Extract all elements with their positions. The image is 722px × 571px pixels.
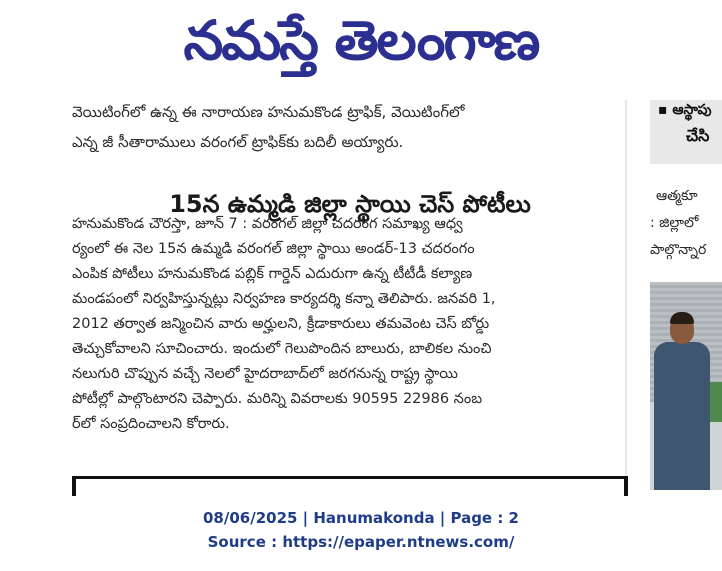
section-separator (72, 476, 628, 493)
adjacent-headline-box (650, 100, 722, 164)
article-body-line: పోటీల్లో పాల్గొంటారని చెప్పారు. మరిన్ని వివరాలకు 90595 22986 నంబ (72, 391, 483, 407)
article-body-line: ఎంపిక పోటీలు హనుమకొండ పబ్లిక్ గార్డెన్ ఎదురుగా ఉన్న టీటీడీ కల్యాణ (72, 266, 473, 282)
adjacent-text-line: : జిల్లాలో (650, 215, 699, 231)
adjacent-headline-line: ▪ ఆస్థాపు (658, 102, 712, 118)
newspaper-logo: నమస్తే తెలంగాణ (183, 9, 539, 72)
article-headline: 15న ఉమ్మడి జిల్లా స్థాయి చెస్ పోటీలు (169, 190, 531, 219)
intro-line: వెయిటింగ్‌లో ఉన్న ఈ నారాయణ హనుమకొండ ట్రాఫిక్, వెయిటింగ్‌లో (72, 103, 465, 121)
article-body-line: ర్‌లో సంప్రదించాలని కోరారు. (72, 416, 230, 432)
adjacent-text-line: పాల్గొన్నార (650, 242, 707, 258)
article-column (62, 92, 628, 492)
intro-line: ఎన్న జీ సీతారాములు వరంగల్ ట్రాఫిక్‌కు బదిలీ అయ్యారు. (72, 133, 404, 151)
article-body-line: ర్యంలో ఈ నెల 15న ఉమ్మడి వరంగల్ జిల్లా స్థాయి అండర్-13 చదరంగం (72, 241, 475, 257)
article-body-line: నలుగురి చొప్పున వచ్చే నెలలో హైదరాబాద్‌లో జరగనున్న రాష్ట్ర స్థాయి (72, 366, 458, 382)
source-link[interactable]: Source : https://epaper.ntnews.com/ (207, 533, 515, 551)
edition-info: 08/06/2025 | Hanumakonda | Page : 2 (202, 509, 519, 527)
article-body-line: 2012 తర్వాత జన్మించిన వారు అర్హులని, క్రీడాకారులు తమవెంట చెస్ బోర్డు (72, 316, 490, 332)
article-body-line: మండపంలో నిర్వహిస్తున్నట్లు నిర్వహణ కార్యదర్శి కన్నా తెలిపారు. జనవరి 1, (72, 291, 496, 307)
adjacent-text-line: ఆత్మకూ (656, 188, 698, 204)
separator-corner-right (624, 476, 628, 496)
masthead (0, 0, 722, 82)
adjacent-headline-line: చేసి (686, 126, 710, 145)
photo-background-foliage (708, 382, 722, 422)
epaper-footer (0, 506, 722, 554)
adjacent-column (650, 100, 722, 490)
article-body-line: హనుమకొండ చౌరస్తా, జూన్ 7 : వరంగల్ జిల్లా చదరంగ సమాఖ్య ఆధ్వ (72, 216, 463, 232)
news-photo (650, 282, 722, 490)
photo-person-hair (670, 312, 694, 324)
separator-corner-left (72, 476, 76, 496)
article-body-line: తెచ్చుకోవాలని సూచించారు. ఇందులో గెలుపొందిన బాలురు, బాలికల నుంచి (72, 341, 492, 357)
photo-person-body (654, 342, 710, 490)
